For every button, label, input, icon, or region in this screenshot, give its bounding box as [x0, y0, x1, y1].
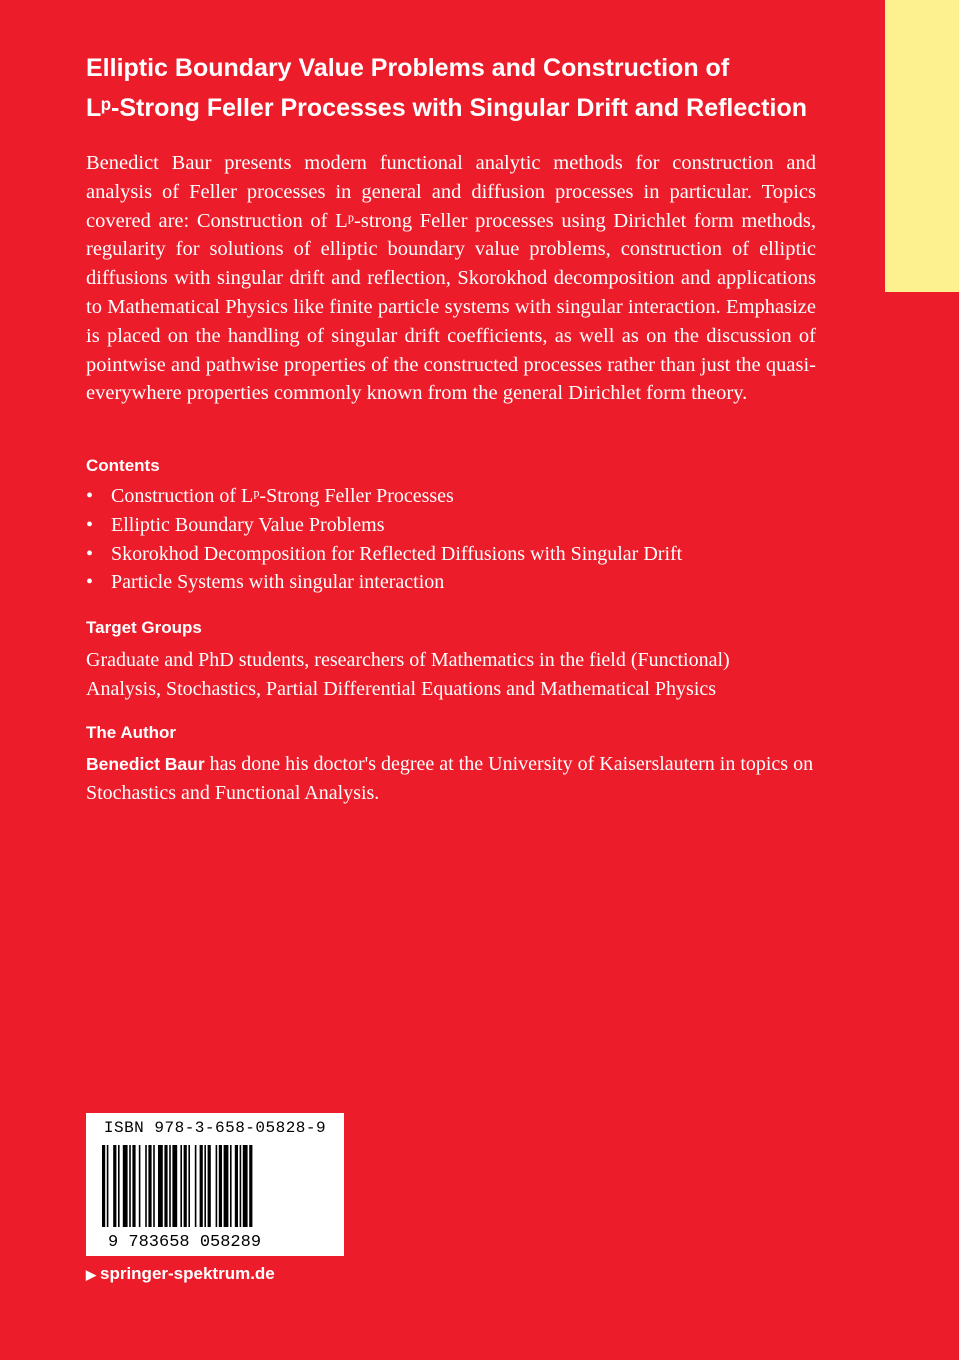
yellow-accent-tab [885, 0, 959, 292]
bullet-icon: • [86, 542, 94, 565]
barcode-box [86, 1113, 344, 1256]
bullet-icon: • [86, 571, 94, 594]
bullet-icon: • [86, 513, 94, 536]
title-line-2: Lᵖ-Strong Feller Processes with Singular Drift and Reflection [86, 94, 807, 122]
contents-list [86, 482, 682, 597]
author-heading: The Author [86, 723, 177, 742]
target-groups-heading: Target Groups [86, 618, 202, 637]
author-name: Benedict Baur [86, 754, 205, 774]
list-item: • Skorokhod Decomposition for Reflected Diffusions with Singular Drift [86, 540, 682, 569]
isbn-text: ISBN 978-3-658-05828-9 [103, 1119, 327, 1137]
list-item: • Elliptic Boundary Value Problems [86, 511, 682, 540]
website-text: springer-spektrum.de [100, 1264, 275, 1283]
barcode-digits: 9 783658 058289 [108, 1233, 262, 1251]
book-description: Benedict Baur presents modern functional analytic methods for construction and analysis of Feller processes in general and diffusion processes in particular. Topics covered are: Construction of Lᵖ-strong Feller processes using Dirichlet form methods, regularity for solutions of elliptic boundary value problems, construction of elliptic diffusions with singular drift and reflection, Skorokhod decomposition and applications to Mathematical Physics like finite particle systems with singular interaction. Emphasize is placed on the handling of singular drift coefficients, as well as on the discussion of pointwise and pathwise properties of the constructed processes rather than just the quasi-everywhere properties commonly known from the general Dirichlet form theory. [86, 152, 816, 405]
author-bio-text: has done his doctor's degree at the University of Kaiserslautern in topics on Stochastics and Functional Analysis. [86, 753, 814, 804]
book-title [86, 48, 876, 128]
target-groups-text: Graduate and PhD students, researchers of Mathematics in the field (Functional) Analysis, Stochastics, Partial Differential Equations and Mathematical Physics [86, 649, 730, 700]
title-line-1: Elliptic Boundary Value Problems and Construction of [86, 54, 730, 82]
list-item: • Construction of Lᵖ-Strong Feller Processes [86, 482, 682, 511]
bullet-icon: • [86, 485, 94, 507]
publisher-website [86, 1264, 275, 1284]
contents-heading: Contents [86, 456, 160, 475]
arrow-icon: ▶ [86, 1267, 96, 1282]
list-item: • Particle Systems with singular interaction [86, 568, 682, 597]
barcode-icon [100, 1145, 330, 1251]
author-bio [86, 750, 816, 808]
